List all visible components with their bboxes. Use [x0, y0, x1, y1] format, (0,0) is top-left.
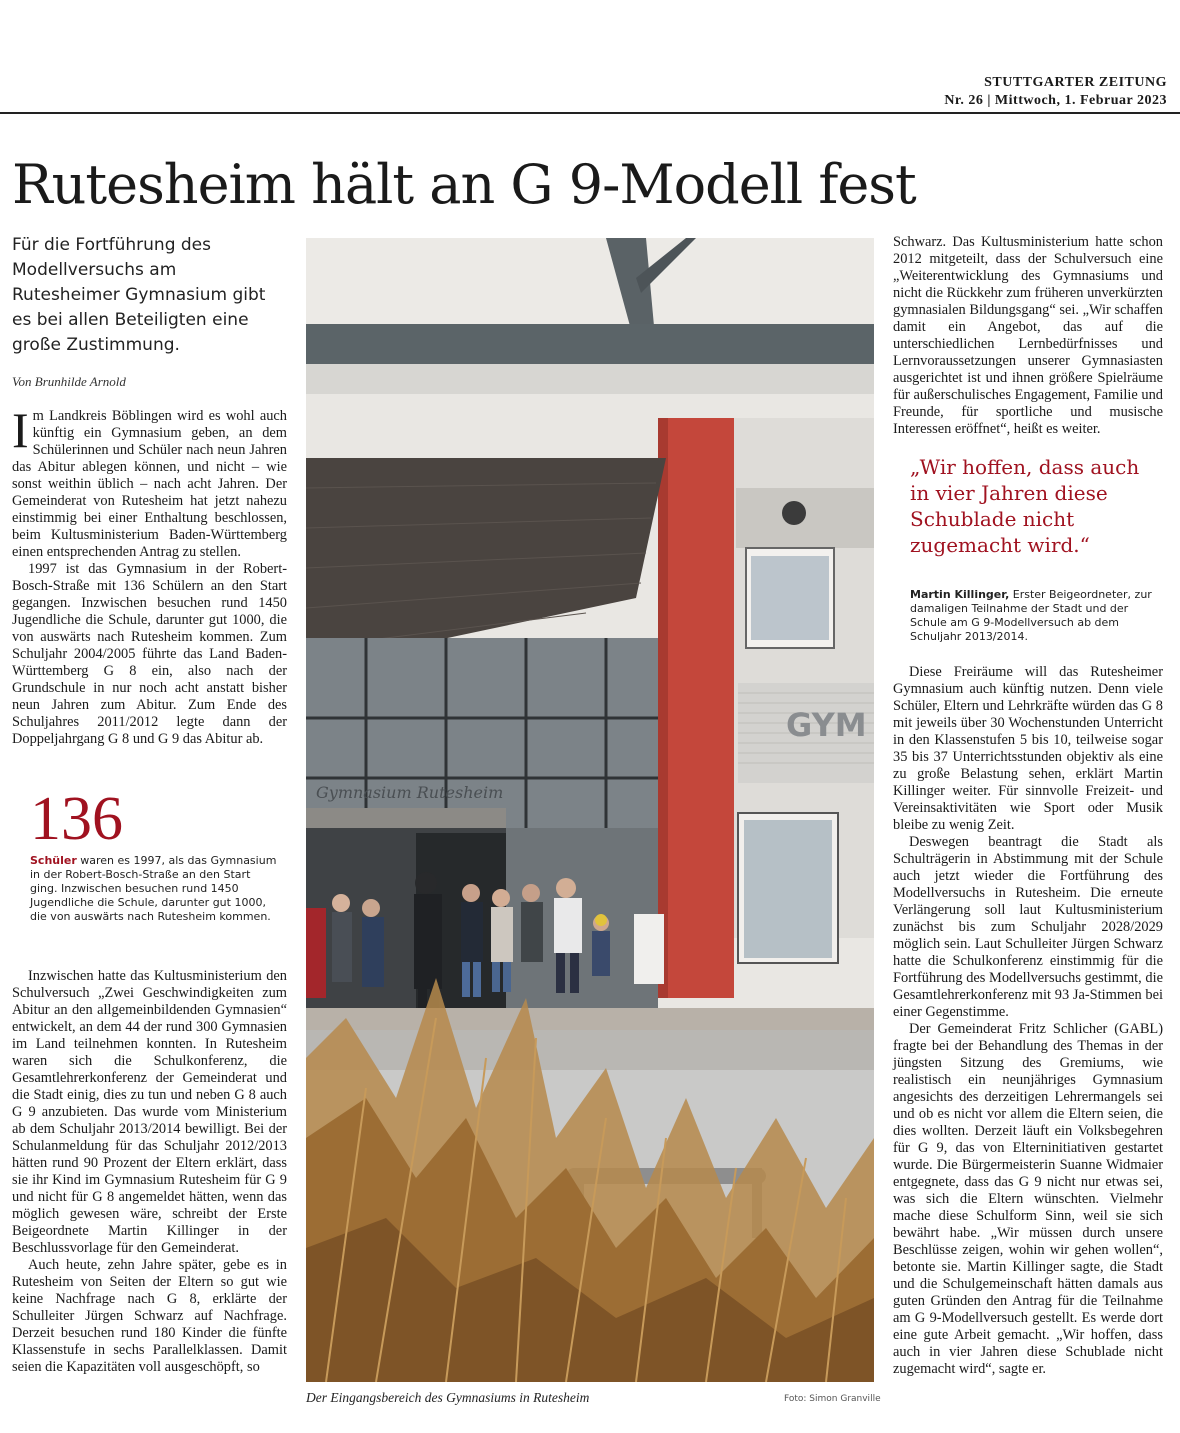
header-rule [0, 112, 1180, 114]
building-sign: GYM [786, 706, 867, 744]
column-3-top [893, 234, 1163, 438]
photo-caption: Der Eingangsbereich des Gymnasiums in Rutesheim [306, 1390, 590, 1405]
fact-number: 136 [30, 785, 123, 853]
window-lettering: Gymnasium Rutesheim [316, 783, 504, 802]
paragraph: Auch heute, zehn Jahre später, gebe es in Rutesheim von Seiten der Eltern so gut wie keine Nachfrage nach G 8, erklärte der Schulleiter Jürgen Schwarz auf Nachfrage. Derzeit besuchen rund 180 Kinder die fünfte Klassenstufe in sechs Parallelklassen. Damit seien die Kapazitäten voll ausgeschöpft, so [12, 1257, 287, 1375]
headline: Rutesheim hält an G 9-Modell fest [12, 153, 916, 216]
column-1-top [12, 402, 287, 748]
photo-credit: Foto: Simon Granville [784, 1394, 881, 1404]
column-1-bottom [12, 968, 287, 1376]
school-entrance-photo [306, 238, 874, 1382]
paragraph: Deswegen beantragt die Stadt als Schulträgerin in Abstimmung mit der Schule auch jetzt wieder die Fortführung des Modellversuchs in Rutesheim. Die erneute Verlängerung soll laut Kultusministerium zunächst bis zum Schuljahr 2028/2029 möglich sein. Laut Schulleiter Jürgen Schwarz hatte die Schulkonferenz einstimmig für die Fortführung des Modellversuchs gestimmt, die Gesamtlehrerkonferenz mit 93 Ja-Stimmen bei einer Gegenstimme. [893, 834, 1163, 1020]
masthead [944, 74, 1167, 110]
paragraph: Diese Freiräume will das Rutesheimer Gymnasium auch künftig nutzen. Denn viele Schüler, Eltern und Lehrkräfte würden das G 8 mit jeweils über 30 Wochenstunden Unterricht in den Klassenstufen 5 bis 10, teilweise sogar 35 bis 37 Unterrichtsstunden objektiv als eine zu große Belastung sehen, erklärt Martin Killinger weiter. Für sinnvolle Freizeit- und Vereinsaktivitäten wie Sport oder Musik bleibe zu wenig Zeit. [893, 664, 1163, 833]
paragraph: Inzwischen hatte das Kultusministerium den Schulversuch „Zwei Geschwindigkeiten zum Abitur an den allgemeinbildenden Gymnasien“ entwickelt, an dem 44 der rund 300 Gymnasien im Land teilnehmen konnten. In Rutesheim waren sich die Schulkonferenz, die Gesamtlehrerkonferenz der Gemeinderat und die Stadt einig, dies zu tun und neben G 8 auch G 9 anzubieten. Das wurde vom Ministerium ab dem Schuljahr 2013/2014 bewilligt. Bei der Schulanmeldung für das Schuljahr 2012/2013 hätten rund 90 Prozent der Eltern erklärt, dass sie ihr Kind im Gymnasium Rutesheim für G 9 und nicht für G 8 angemeldet hätten, wenn das möglich gewesen wäre, schreibt der Erste Beigeordnete Martin Killinger in der Beschlussvorlage für den Gemeinderat. [12, 968, 287, 1256]
dropcap: I [12, 402, 29, 458]
factbox [30, 785, 280, 924]
paragraph: Im Landkreis Böblingen wird es wohl auch künftig ein Gymnasium geben, an dem Schülerinnen und Schüler nach neun Jahren das Abitur ablegen können, und nicht – wie sonst weithin üblich – nach acht Jahren. Der Gemeinderat von Rutesheim hat jetzt nahezu einstimmig bei einer Enthaltung beschlossen, beim Kultusministerium Baden-Württemberg einen entsprechenden Antrag zu stellen. [12, 402, 287, 560]
paragraph: Der Gemeinderat Fritz Schlicher (GABL) fragte bei der Behandlung des Themas in der jüngsten Sitzung des Gremiums, wie realistisch ein neunjähriges Gymnasium angesichts des derzeitigen Lehrermangels sei und ob es nicht vor allem die Eltern seien, die dies wollten. Derzeit läuft ein Volksbegehren für G 9, das von Elterninitiativen gestartet wurde. Die Bürgermeisterin Suanne Widmaier entgegnete, dass das G 9 nicht nur etwas sei, was sich die Eltern wünschten. Vielmehr mache diese Schulform Sinn, weil sie sich bewährt habe. „Wir müssen durch unsere Beschlüsse zeigen, wohin wir gehen wollen“, betonte sie. Martin Killinger sagte, die Stadt und die Schulgemeinschaft hätten damals aus guten Gründen den Antrag für die Teilnahme am G 9-Modellversuch gestellt. Es werde dort eine gute Arbeit gemacht. „Wir hoffen, dass auch in vier Jahren diese Schublade nicht zugemacht wird“, sagte er. [893, 1021, 1163, 1377]
issue-date: Nr. 26 | Mittwoch, 1. Februar 2023 [944, 93, 1167, 108]
fact-text: Schüler waren es 1997, als das Gymnasium in der Robert-Bosch-Straße an den Start ging. Inzwischen besuchen rund 1450 Jugendliche die Schule, darunter gut 1000, die von auswärts nach Rutesheim kommen. [30, 854, 277, 923]
photo-illustration [306, 238, 874, 1382]
column-3-bottom [893, 664, 1163, 1378]
paragraph: Schwarz. Das Kultusministerium hatte schon 2012 mitgeteilt, dass der Schulversuch eine „Weiterentwicklung des Gymnasiums und nicht die Rückkehr zum früheren unverkürzten gymnasialen Bildungsgang“ sei. „Wir schaffen damit ein Angebot, das auf die unterschiedlichen Lernbedürfnisses und Lernvoraussetzungen unserer Gymnasiasten ausgerichtet ist und ihnen größere Spielräume für außerschulisches Engagement, Familie und Freunde, für sportliche und musische Interessen eröffnet“, heißt es weiter. [893, 234, 1163, 437]
paragraph: 1997 ist das Gymnasium in der Robert-Bosch-Straße mit 136 Schülern an den Start gegangen. Inzwischen besuchen rund 1450 Jugendliche die Schule, darunter gut 1000, die von auswärts nach Rutesheim kommen. Zum Schuljahr 2004/2005 führte das Land Baden-Württemberg G 8 ein, also nach der Grundschule in nur noch acht anstatt bisher neun Jahren zum Abitur. Zum Ende des Schuljahres 2011/2012 legte dann der Doppeljahrgang G 8 und G 9 das Abitur ab. [12, 561, 287, 747]
byline: Von Brunhilde Arnold [12, 374, 126, 389]
pull-quote: „Wir hoffen, dass auch in vier Jahren diese Schublade nicht zugemacht wird.“ [910, 455, 1140, 557]
quote-attribution: Martin Killinger, Erster Beigeordneter, zur damaligen Teilnahme der Stadt und der Schule am G 9-Modellversuch ab dem Schuljahr 2013/2014. [910, 588, 1152, 643]
dek: Für die Fortführung des Modellversuchs am Rutesheimer Gymnasium gibt es bei allen Beteiligten eine große Zustimmung. [12, 235, 266, 355]
paper-name: STUTTGARTER ZEITUNG [984, 75, 1167, 90]
